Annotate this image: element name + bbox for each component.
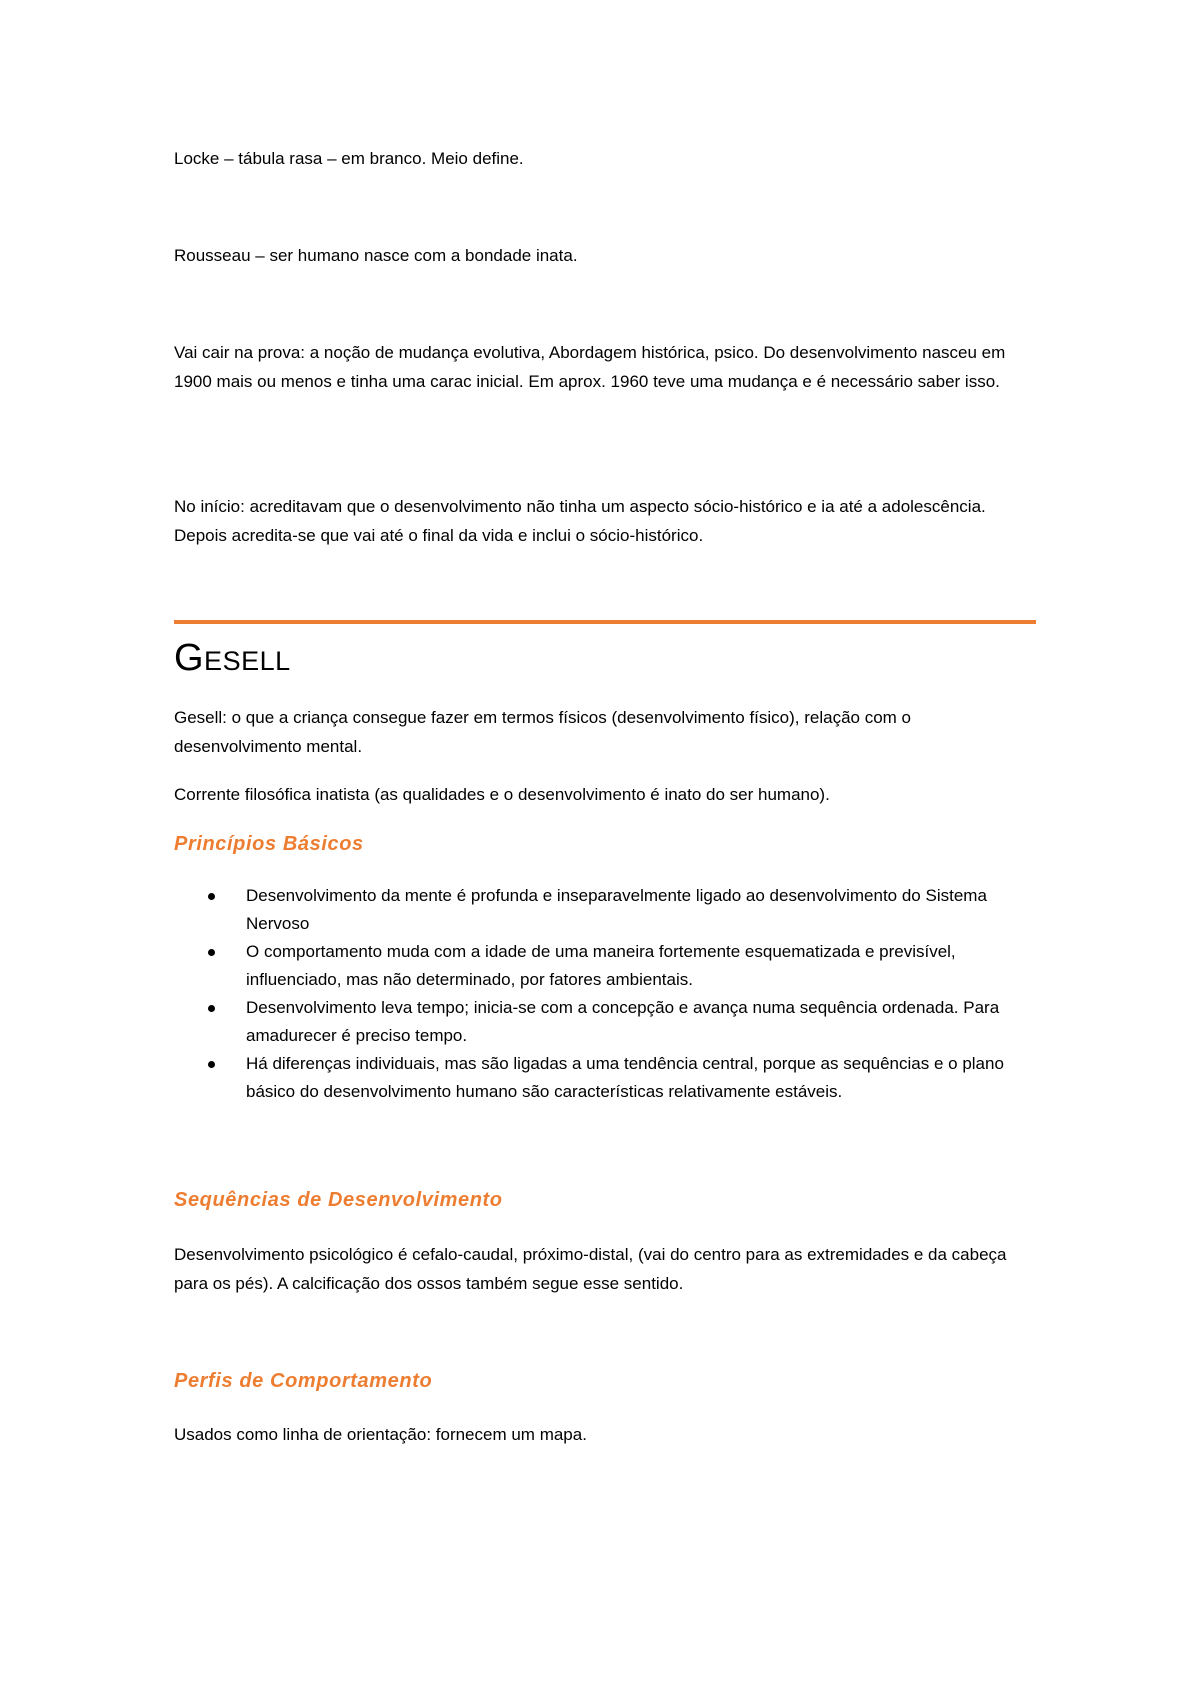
gesell-paragraph: Gesell: o que a criança consegue fazer em termos físicos (desenvolvimento físico), relação com o desenvolvimento mental.: [174, 708, 912, 756]
list-item-text: Desenvolvimento leva tempo; inicia-se com a concepção e avança numa sequência ordenada. Para amadurecer é preciso tempo.: [246, 998, 1000, 1045]
intro-paragraph-prova: Vai cair na prova: a noção de mudança evolutiva, Abordagem histórica, psico. Do desenvolvimento nasceu em 1900 mais ou menos e tinha uma carac inicial. Em aprox. 1960 teve uma mudança e é necessário saber isso.: [174, 343, 1006, 391]
sequencias-heading: Sequências de Desenvolvimento: [174, 1189, 503, 1211]
intro-paragraph-inicio: No início: acreditavam que o desenvolvimento não tinha um aspecto sócio-histórico e ia até a adolescência. Depois acredita-se que vai até o final da vida e inclui o sócio-histórico.: [174, 497, 986, 545]
list-item: [174, 994, 1036, 1050]
section-divider: [174, 620, 1036, 624]
perfis-paragraph: Usados como linha de orientação: fornecem um mapa.: [174, 1425, 587, 1444]
bullet-icon: [208, 1005, 215, 1012]
list-item: [174, 1050, 1036, 1106]
list-item-text: O comportamento muda com a idade de uma maneira fortemente esquematizada e previsível, influenciado, mas não determinado, por fatores ambientais.: [246, 942, 956, 989]
bullet-icon: [208, 1061, 215, 1068]
section-title: Gesell: [174, 637, 291, 679]
bullet-icon: [208, 893, 215, 900]
list-item: [174, 882, 1036, 938]
principios-heading: Princípios Básicos: [174, 833, 364, 855]
bullet-icon: [208, 949, 215, 956]
list-item: [174, 938, 1036, 994]
sequencias-paragraph: Desenvolvimento psicológico é cefalo-caudal, próximo-distal, (vai do centro para as extremidades e da cabeça para os pés). A calcificação dos ossos também segue esse sentido.: [174, 1245, 1007, 1293]
list-item-text: Desenvolvimento da mente é profunda e inseparavelmente ligado ao desenvolvimento do Sistema Nervoso: [246, 886, 987, 933]
corrente-paragraph: Corrente filosófica inatista (as qualidades e o desenvolvimento é inato do ser humano).: [174, 785, 830, 804]
perfis-heading: Perfis de Comportamento: [174, 1370, 433, 1392]
list-item-text: Há diferenças individuais, mas são ligadas a uma tendência central, porque as sequências e o plano básico do desenvolvimento humano são características relativamente estáveis.: [246, 1054, 1004, 1101]
intro-paragraph-locke: Locke – tábula rasa – em branco. Meio define.: [174, 149, 524, 168]
intro-paragraph-rousseau: Rousseau – ser humano nasce com a bondade inata.: [174, 246, 578, 265]
principios-list: [174, 882, 1036, 1106]
